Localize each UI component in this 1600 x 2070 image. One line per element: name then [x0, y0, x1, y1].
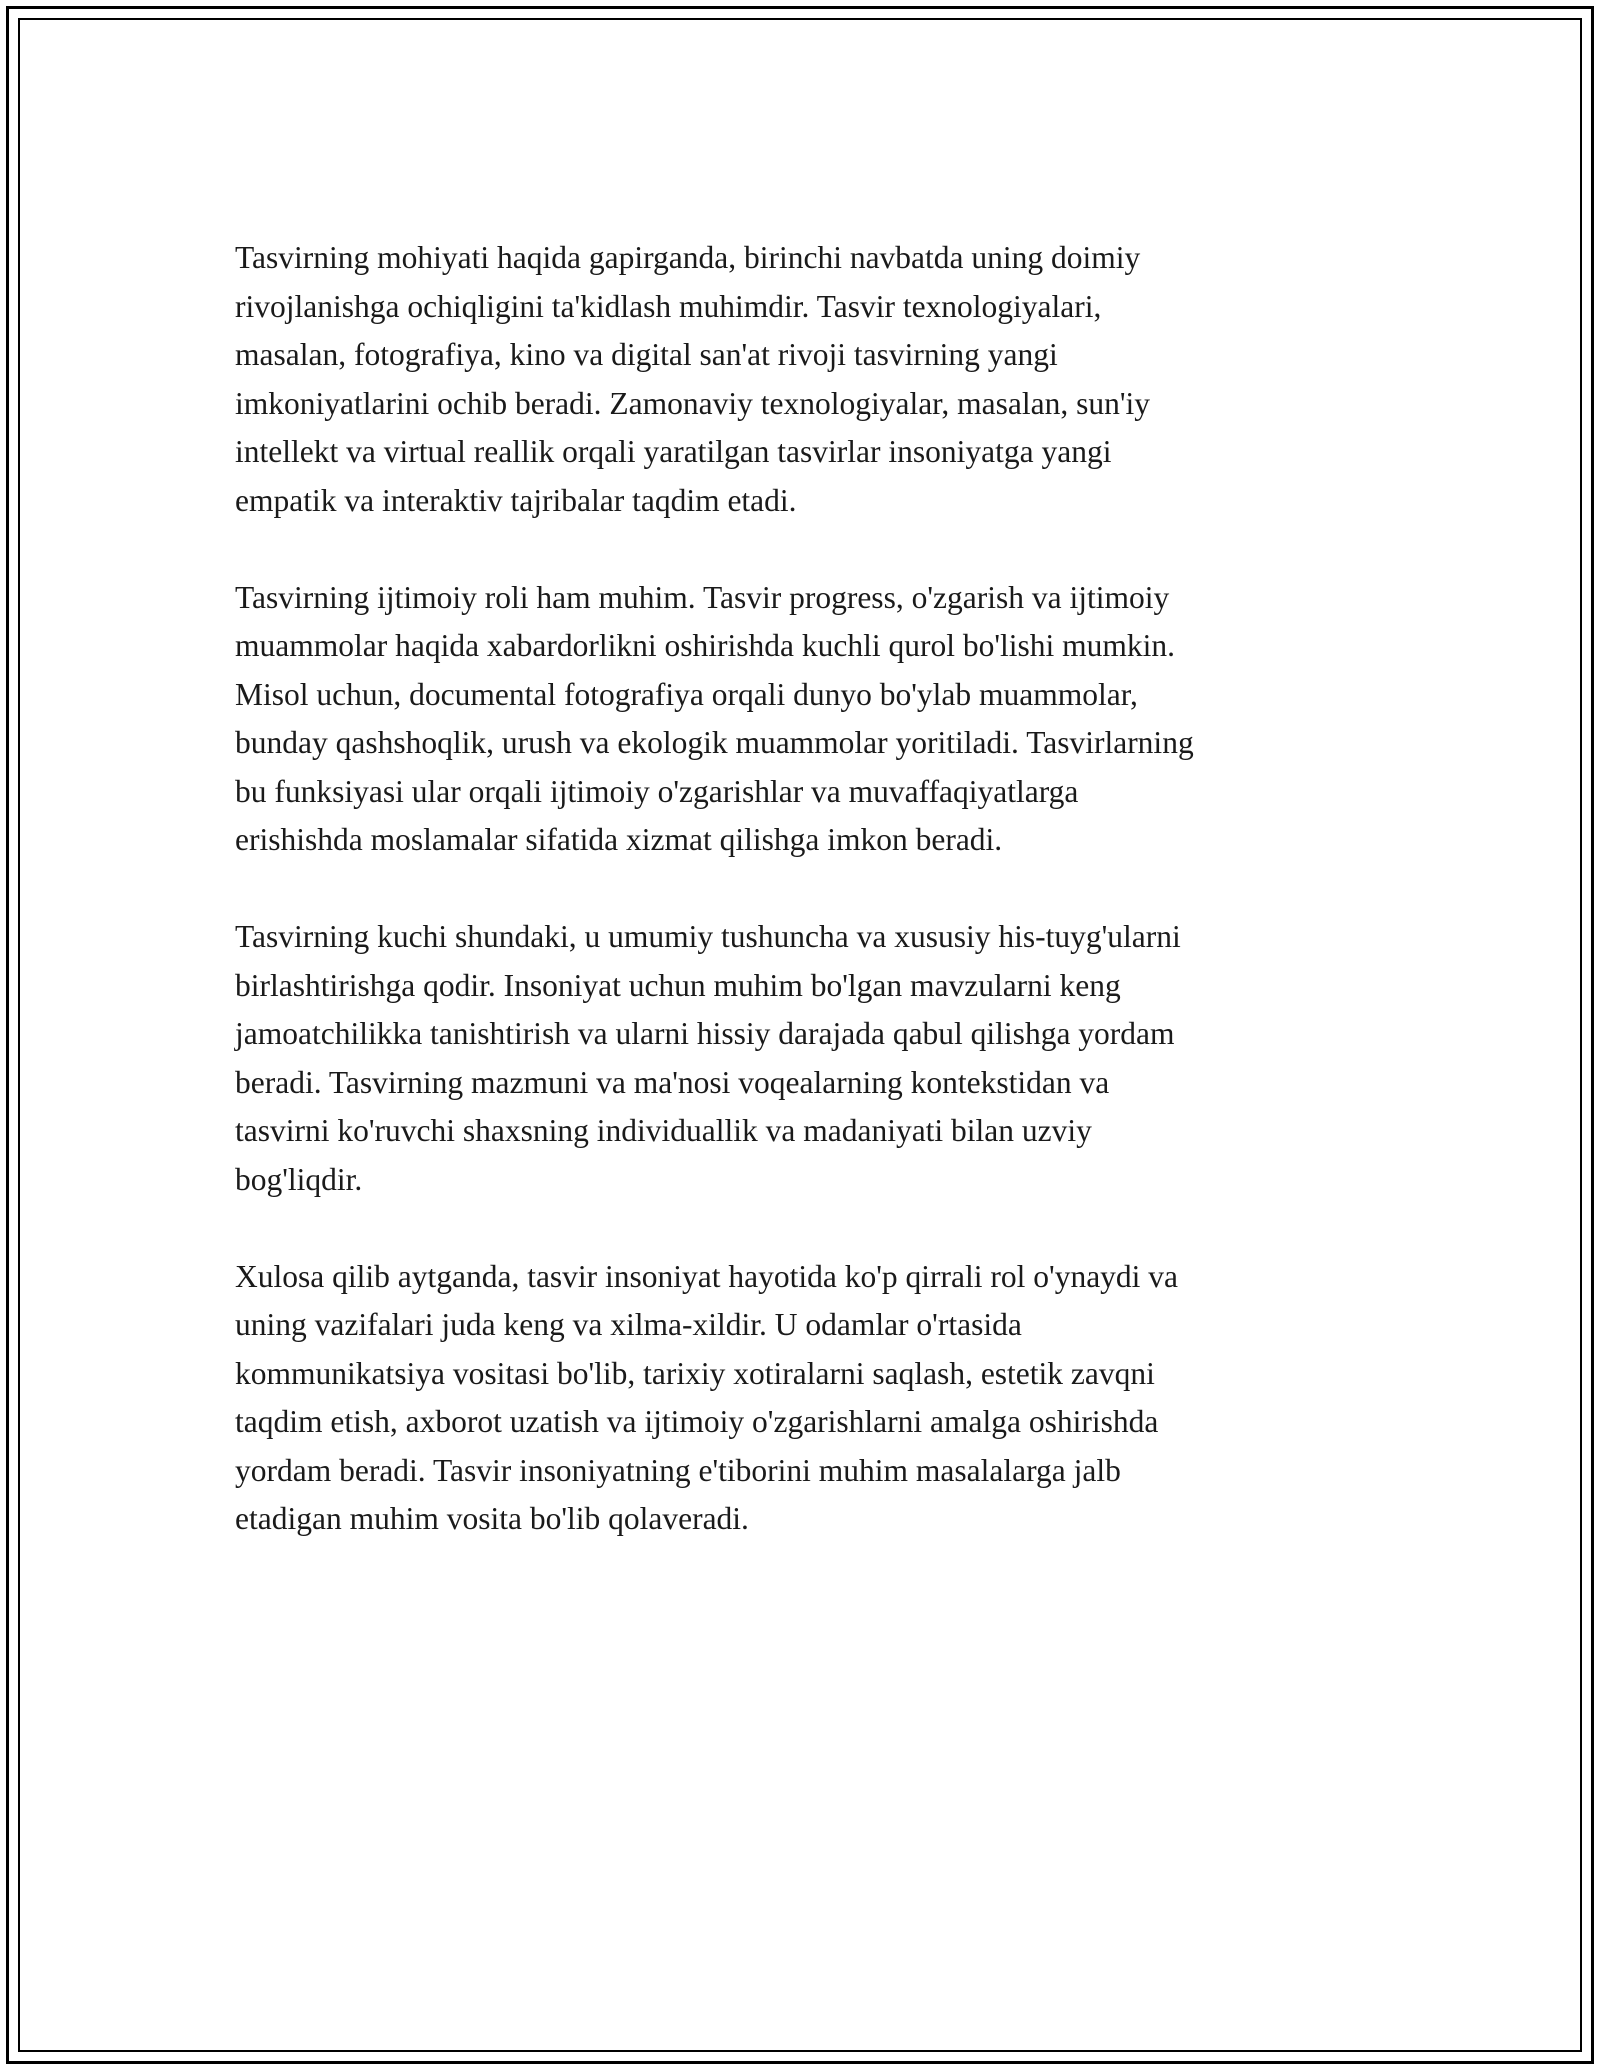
text-line: yordam beradi. Tasvir insoniyatning e'tiborini muhim masalalarga jalb — [235, 1452, 1121, 1488]
text-line: Tasvirning kuchi shundaki, u umumiy tushuncha va xususiy his-tuyg'ularni — [235, 919, 1181, 954]
text-line: masalan, fotografiya, kino va digital san'at rivoji tasvirning yangi — [235, 337, 1058, 372]
text-line: bog'liqdir. — [235, 1161, 363, 1197]
text-line: taqdim etish, axborot uzatish va ijtimoiy o'zgarishlarni amalga oshirishda — [235, 1404, 1159, 1439]
text-line: rivojlanishga ochiqligini ta'kidlash muhimdir. Tasvir texnologiyalari, — [235, 288, 1102, 324]
text-line: Tasvirning ijtimoiy roli ham muhim. Tasvir progress, o'zgarish va ijtimoiy — [235, 579, 1170, 615]
text-line: Misol uchun, documental fotografiya orqali dunyo bo'ylab muammolar, — [235, 676, 1138, 712]
text-line: Tasvirning mohiyati haqida gapirganda, birinchi navbatda uning doimiy — [235, 240, 1141, 275]
text-line: kommunikatsiya vositasi bo'lib, tarixiy xotiralarni saqlash, estetik zavqni — [235, 1355, 1155, 1391]
paragraph-4 — [235, 1253, 1365, 1544]
text-line: bu funksiyasi ular orqali ijtimoiy o'zgarishlar va muvaffaqiyatlarga — [235, 773, 1079, 809]
text-line: imkoniyatlarini ochib beradi. Zamonaviy texnologiyalar, masalan, sun'iy — [235, 385, 1151, 421]
text-line: etadigan muhim vosita bo'lib qolaveradi. — [235, 1501, 749, 1536]
paragraph-2 — [235, 574, 1365, 865]
text-line: erishishda moslamalar sifatida xizmat qilishga imkon beradi. — [235, 822, 1003, 857]
document-body — [235, 234, 1365, 1592]
text-line: bunday qashshoqlik, urush va ekologik muammolar yoritiladi. Tasvirlarning — [235, 725, 1194, 760]
text-line: jamoatchilikka tanishtirish va ularni hissiy darajada qabul qilishga yordam — [235, 1016, 1175, 1051]
text-line: intellekt va virtual reallik orqali yaratilgan tasvirlar insoniyatga yangi — [235, 434, 1112, 469]
text-line: muammolar haqida xabardorlikni oshirishda kuchli qurol bo'lishi mumkin. — [235, 628, 1176, 663]
text-line: empatik va interaktiv tajribalar taqdim etadi. — [235, 482, 797, 518]
paragraph-3 — [235, 913, 1365, 1204]
text-line: birlashtirishga qodir. Insoniyat uchun muhim bo'lgan mavzularni keng — [235, 967, 1121, 1003]
text-line: beradi. Tasvirning mazmuni va ma'nosi voqealarning kontekstidan va — [235, 1064, 1110, 1100]
paragraph-1 — [235, 234, 1365, 525]
text-line: tasvirni ko'ruvchi shaxsning individuallik va madaniyati bilan uzviy — [235, 1113, 1092, 1148]
text-line: uning vazifalari juda keng va xilma-xildir. U odamlar o'rtasida — [235, 1307, 1022, 1342]
text-line: Xulosa qilib aytganda, tasvir insoniyat hayotida ko'p qirrali rol o'ynaydi va — [235, 1258, 1179, 1294]
